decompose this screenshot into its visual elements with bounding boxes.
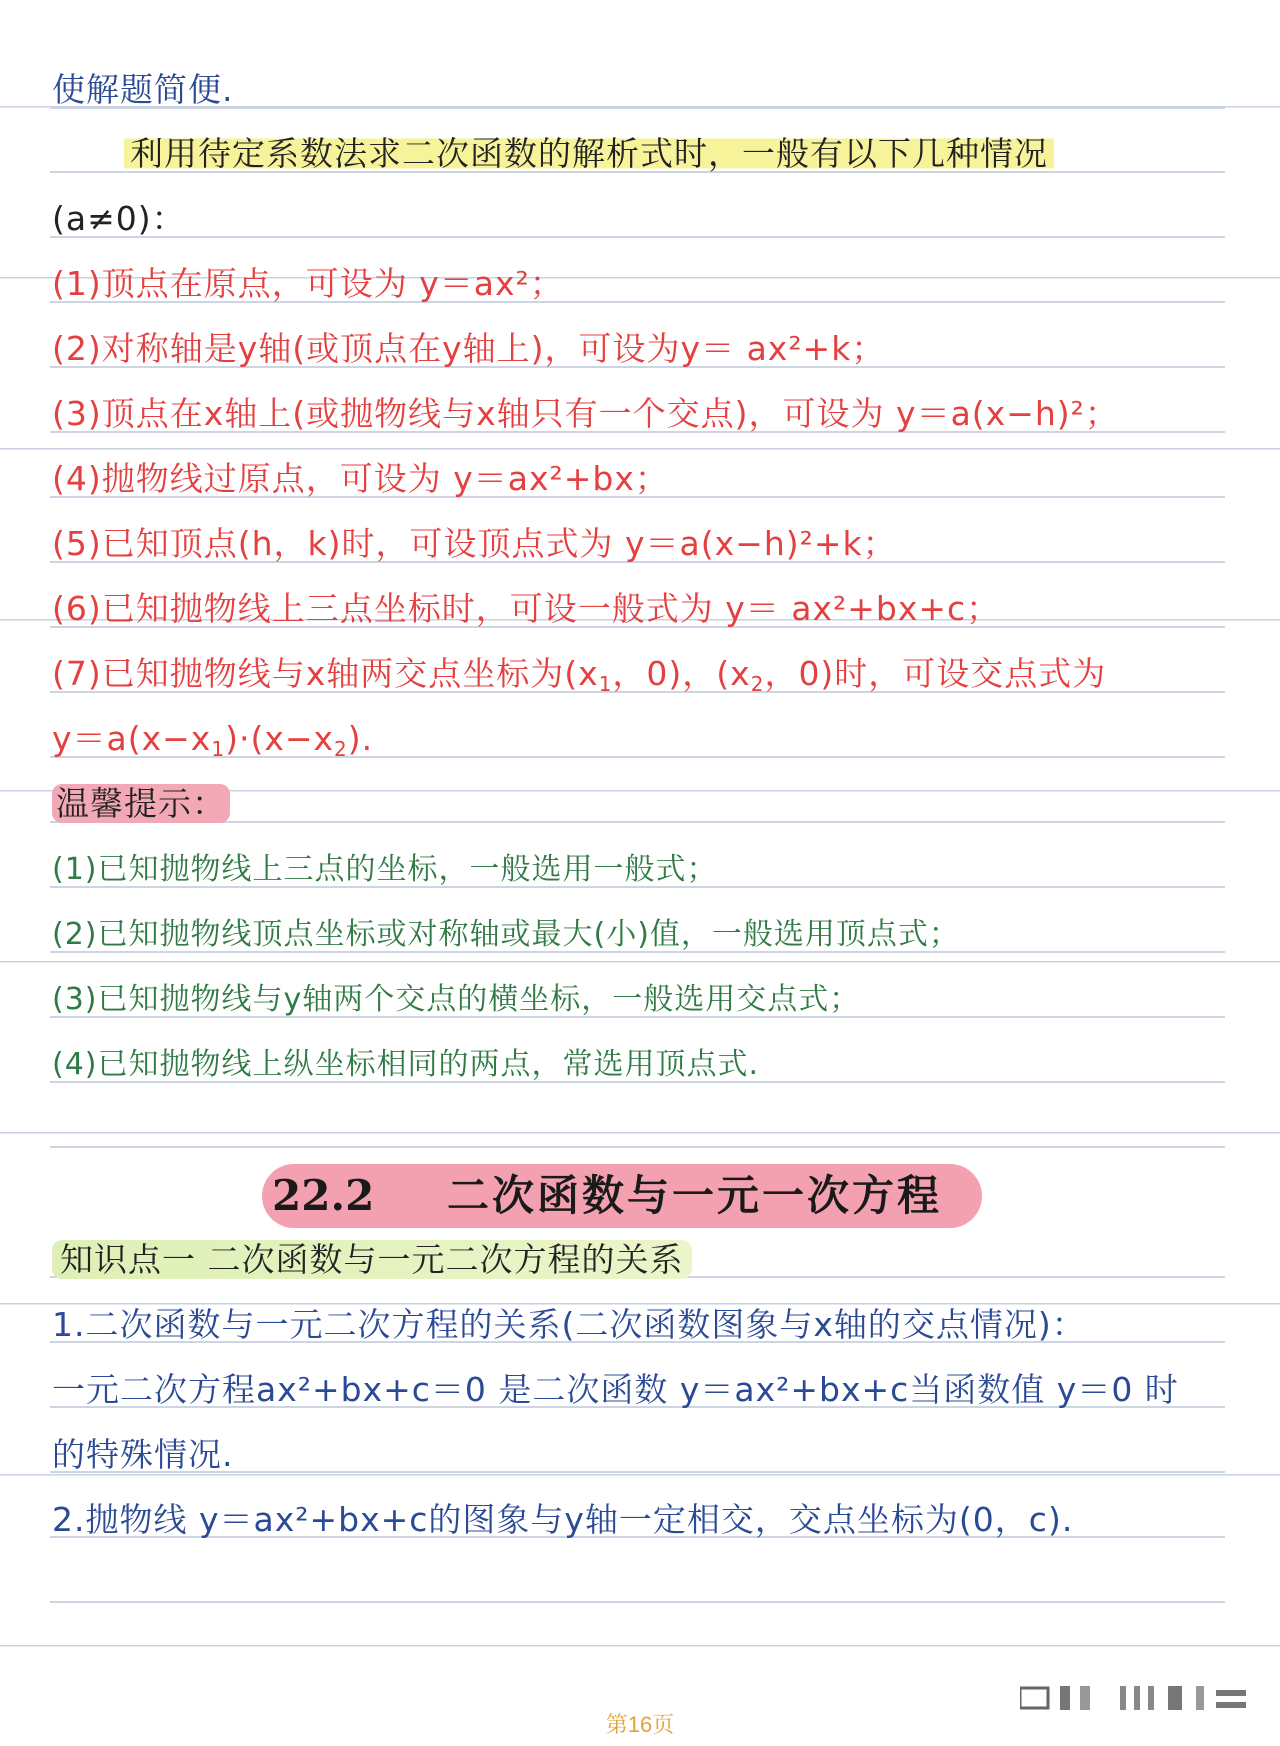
text-line: (a≠0)： bbox=[52, 199, 186, 238]
case-3: (3)顶点在x轴上(或抛物线与x轴只有一个交点)，可设为 y＝a(x−h)²； bbox=[52, 394, 1119, 433]
knowledge-heading bbox=[52, 1238, 692, 1282]
formula-part: )·(x−x bbox=[225, 719, 335, 758]
case-7 bbox=[52, 652, 1106, 706]
case-7-part: ，0)，(x bbox=[612, 654, 751, 693]
case-7-part: ，0)时，可设交点式为 bbox=[764, 654, 1107, 693]
knowledge-line: 1.二次函数与一元二次方程的关系(二次函数图象与x轴的交点情况)： bbox=[52, 1305, 1086, 1344]
formula-part: y＝a(x−x bbox=[52, 719, 212, 758]
subscript: 1 bbox=[598, 672, 613, 696]
formula-part: ). bbox=[347, 719, 374, 758]
knowledge-line: 2.抛物线 y＝ax²+bx+c的图象与y轴一定相交，交点坐标为(0，c). bbox=[52, 1500, 1074, 1539]
case-4: (4)抛物线过原点，可设为 y＝ax²+bx； bbox=[52, 459, 669, 498]
subscript: 2 bbox=[750, 672, 765, 696]
intro-line bbox=[124, 132, 1054, 176]
case-7-formula bbox=[52, 717, 373, 771]
highlighted-text: 利用待定系数法求二次函数的解析式时，一般有以下几种情况 bbox=[124, 134, 1054, 173]
ruled-line bbox=[50, 236, 1225, 238]
tip-2: (2)已知抛物线顶点坐标或对称轴或最大(小)值，一般选用顶点式； bbox=[52, 917, 960, 952]
case-1: (1)顶点在原点，可设为 y＝ax²； bbox=[52, 264, 564, 303]
tip-4: (4)已知抛物线上纵坐标相同的两点，常选用顶点式. bbox=[52, 1047, 760, 1082]
subscript: 2 bbox=[334, 737, 348, 761]
ruled-line bbox=[50, 1146, 1225, 1148]
tip-label: 温馨提示： bbox=[52, 784, 230, 823]
subscript: 1 bbox=[211, 737, 226, 761]
section-heading bbox=[262, 1164, 982, 1228]
case-6: (6)已知抛物线上三点坐标时，可设一般式为 y＝ ax²+bx+c； bbox=[52, 589, 1001, 628]
knowledge-line: 一元二次方程ax²+bx+c＝0 是二次函数 y＝ax²+bx+c当函数值 y＝0 时 bbox=[52, 1370, 1179, 1409]
case-7-part: (7)已知抛物线与x轴两交点坐标为(x bbox=[52, 654, 599, 693]
text-line: 使解题简便. bbox=[52, 70, 234, 109]
knowledge-line: 的特殊情况. bbox=[52, 1435, 234, 1474]
tip-heading bbox=[52, 782, 230, 826]
case-2: (2)对称轴是y轴(或顶点在y轴上)，可设为y＝ ax²+k； bbox=[52, 329, 886, 368]
ruled-line bbox=[50, 1601, 1225, 1603]
section-title: 二次函数与一元一次方程 bbox=[447, 1171, 943, 1220]
tip-1: (1)已知抛物线上三点的坐标，一般选用一般式； bbox=[52, 852, 718, 887]
case-5: (5)已知顶点(h，k)时，可设顶点式为 y＝a(x−h)²+k； bbox=[52, 524, 897, 563]
knowledge-label: 知识点一 二次函数与一元二次方程的关系 bbox=[52, 1240, 692, 1279]
tip-3: (3)已知抛物线与y轴两个交点的横坐标，一般选用交点式； bbox=[52, 982, 861, 1017]
page-number: 第16页 bbox=[605, 1712, 675, 1737]
section-number: 22.2 bbox=[272, 1171, 375, 1220]
